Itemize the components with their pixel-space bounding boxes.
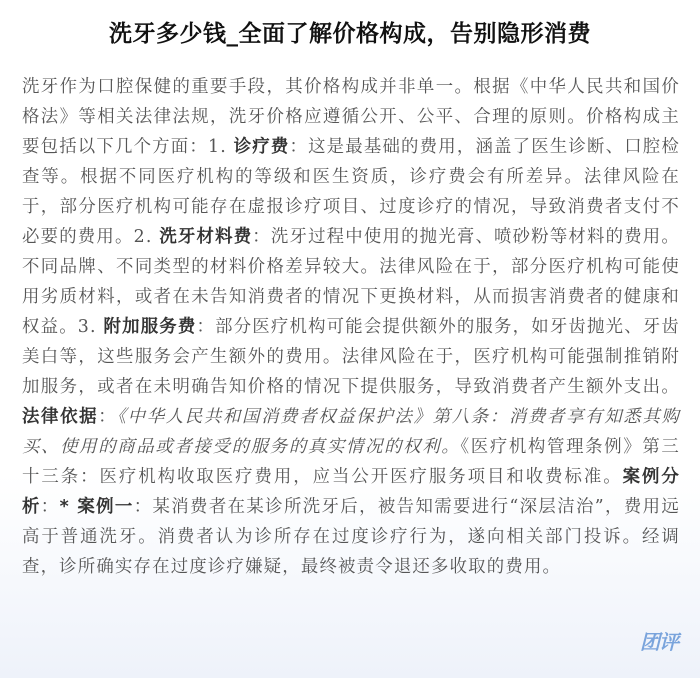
heading-additional-service-fee: 附加服务费 xyxy=(103,317,197,337)
article-text: 洗牙作为口腔保健的重要手段，其价格构成并非单一。根据《中华人民共和国价格法》等相关法律法规，洗牙价格应遵循公开、公平、合理的原则。价格构成主要包括以下几个方面：1. xyxy=(22,77,680,157)
watermark-logo: 团评 xyxy=(640,630,678,654)
article-text: ：这是最基础的费用，涵盖了医生诊断、口腔检查等。根据不同医疗机构的等级和医生资质，诊疗费会有所差异。法律风险在于，部分医疗机构可能存在虚报诊疗项目、过度诊疗的情况，导致消费者支付不必要的费用。2. xyxy=(22,137,680,247)
heading-consultation-fee: 诊疗费 xyxy=(233,137,290,157)
heading-material-fee: 洗牙材料费 xyxy=(159,227,253,247)
article-text: ：洗牙过程中使用的抛光膏、喷砂粉等材料的费用。不同品牌、不同类型的材料价格差异较大。法律风险在于，部分医疗机构可能使用劣质材料，或者在未告知消费者的情况下更换材料，从而损害消费者的健康和权益。3. xyxy=(22,227,680,337)
article-text: ：部分医疗机构可能会提供额外的服务，如牙齿抛光、牙齿美白等，这些服务会产生额外的费用。法律风险在于，医疗机构可能强制推销附加服务，或者在未明确告知价格的情况下提供服务，导致消费者产生额外支出。 xyxy=(22,317,680,397)
law-quote: 《中华人民共和国消费者权益保护法》第八条：消费者享有知悉其购买、使用的商品或者接受的服务的真实情况的权利。 xyxy=(22,407,680,457)
article-body xyxy=(22,72,680,582)
article-text: ： xyxy=(40,497,60,517)
article-text: ： xyxy=(98,407,118,427)
article-text: 《医疗机构管理条例》第三十三条：医疗机构收取医疗费用，应当公开医疗服务项目和收费标准。 xyxy=(22,437,680,487)
page-title: 洗牙多少钱_全面了解价格构成，告别隐形消费 xyxy=(109,21,591,47)
heading-case-one: * 案例一 xyxy=(59,497,134,517)
heading-case-analysis: 案例分析 xyxy=(22,467,680,517)
heading-legal-basis: 法律依据 xyxy=(22,407,99,427)
article-text: ：某消费者在某诊所洗牙后，被告知需要进行“深层洁治”，费用远高于普通洗牙。消费者认为诊所存在过度诊疗行为，遂向相关部门投诉。经调查，诊所确实存在过度诊疗嫌疑，最终被责令退还多收取的费用。 xyxy=(22,497,681,577)
